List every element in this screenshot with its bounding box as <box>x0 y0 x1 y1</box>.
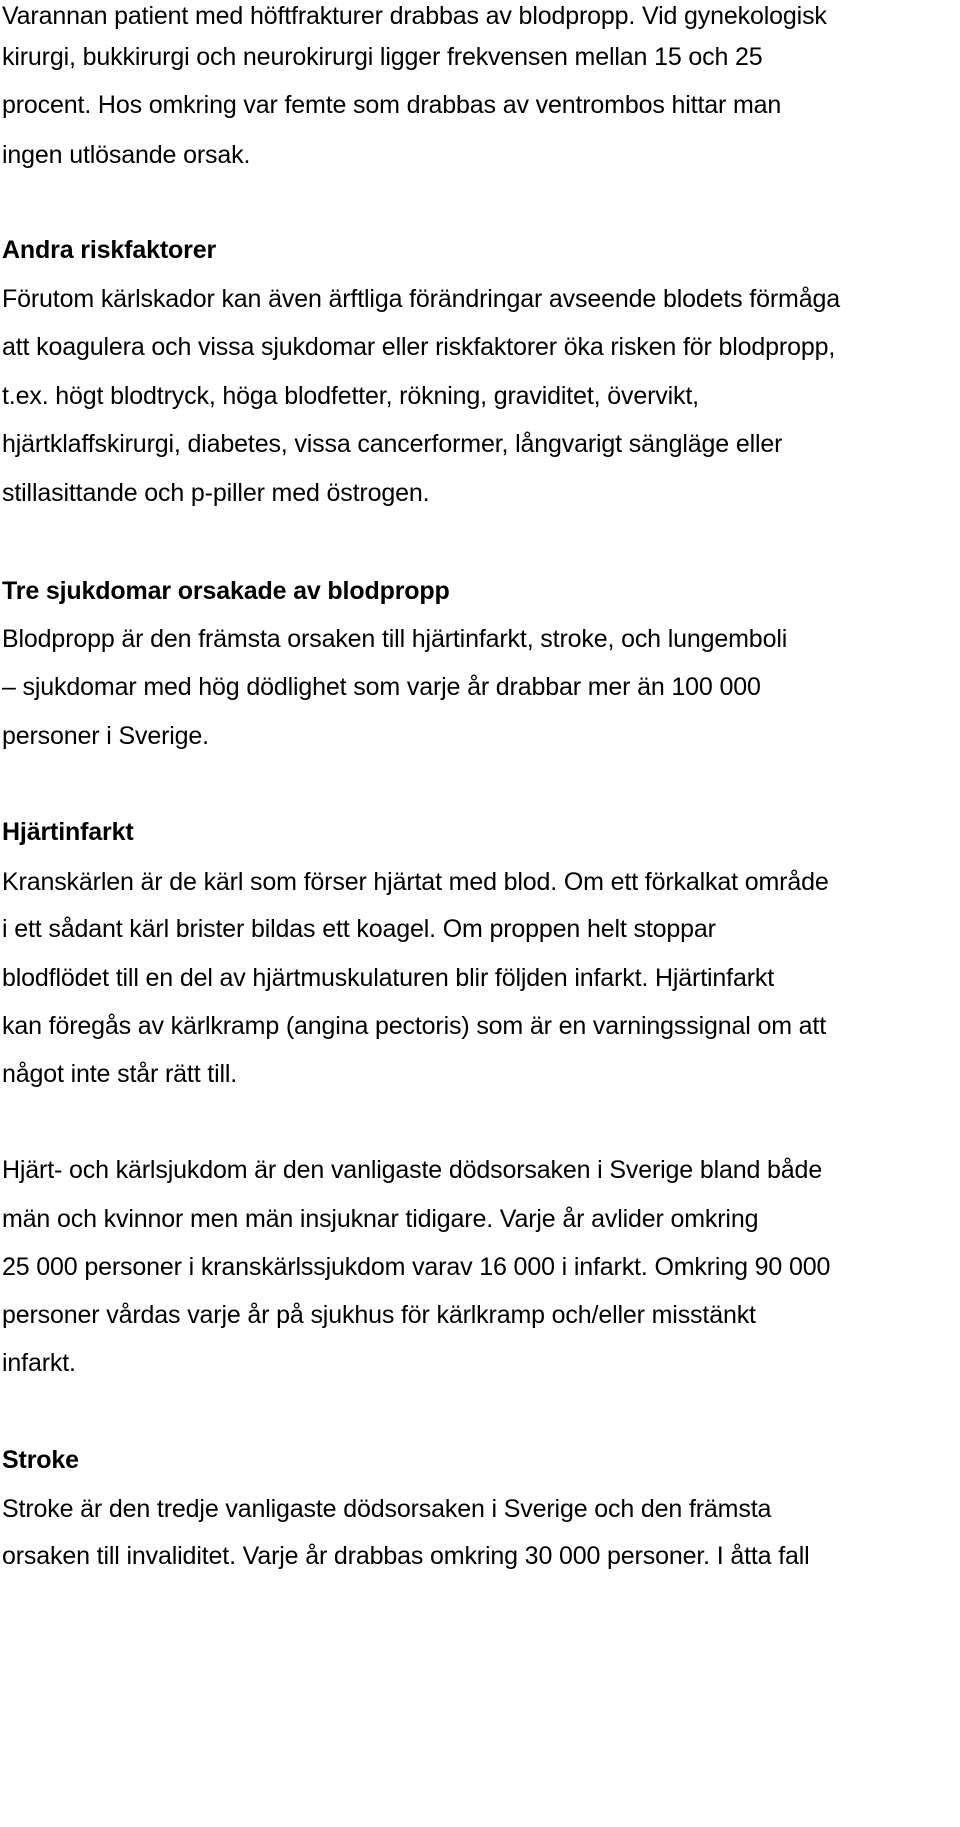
hjart-p2-line-1: Hjärt- och kärlsjukdom är den vanligaste dödsorsaken i Sverige bland både <box>2 1156 823 1184</box>
tre-line-2: – sjukdomar med hög dödlighet som varje år drabbar mer än 100 000 <box>2 673 761 701</box>
intro-line-1: Varannan patient med höftfrakturer drabbas av blodpropp. Vid gynekologisk <box>2 2 827 30</box>
hjart-line-3: blodflödet till en del av hjärtmuskulaturen blir följden infarkt. Hjärtinfarkt <box>2 964 775 992</box>
section-heading-hjartinfarkt: Hjärtinfarkt <box>2 818 134 846</box>
section-heading-tre-sjukdomar: Tre sjukdomar orsakade av blodpropp <box>2 577 450 605</box>
intro-line-2: kirurgi, bukkirurgi och neurokirurgi ligger frekvensen mellan 15 och 25 <box>2 43 763 71</box>
hjart-line-4: kan föregås av kärlkramp (angina pectoris) som är en varningssignal om att <box>2 1012 827 1040</box>
section-heading-stroke: Stroke <box>2 1446 79 1474</box>
hjart-p2-line-4: personer vårdas varje år på sjukhus för kärlkramp och/eller misstänkt <box>2 1301 756 1329</box>
tre-line-3: personer i Sverige. <box>2 722 209 750</box>
section-heading-andra-riskfaktorer: Andra riskfaktorer <box>2 236 217 264</box>
stroke-line-2: orsaken till invaliditet. Varje år drabbas omkring 30 000 personer. I åtta fall <box>2 1542 810 1570</box>
hjart-line-2: i ett sådant kärl brister bildas ett koagel. Om proppen helt stoppar <box>2 915 716 943</box>
hjart-line-1: Kranskärlen är de kärl som förser hjärtat med blod. Om ett förkalkat område <box>2 868 829 896</box>
risk-line-1: Förutom kärlskador kan även ärftliga förändringar avseende blodets förmåga <box>2 285 840 313</box>
tre-line-1: Blodpropp är den främsta orsaken till hjärtinfarkt, stroke, och lungemboli <box>2 625 788 653</box>
hjart-line-5: något inte står rätt till. <box>2 1060 238 1088</box>
risk-line-2: att koagulera och vissa sjukdomar eller riskfaktorer öka risken för blodpropp, <box>2 333 836 361</box>
stroke-line-1: Stroke är den tredje vanligaste dödsorsaken i Sverige och den främsta <box>2 1495 772 1523</box>
intro-line-3: procent. Hos omkring var femte som drabbas av ventrombos hittar man <box>2 91 782 119</box>
hjart-p2-line-3: 25 000 personer i kranskärlssjukdom varav 16 000 i infarkt. Omkring 90 000 <box>2 1253 831 1281</box>
intro-line-4: ingen utlösande orsak. <box>2 141 251 169</box>
hjart-p2-line-2: män och kvinnor men män insjuknar tidigare. Varje år avlider omkring <box>2 1205 759 1233</box>
risk-line-3: t.ex. högt blodtryck, höga blodfetter, rökning, graviditet, övervikt, <box>2 382 699 410</box>
risk-line-4: hjärtklaffskirurgi, diabetes, vissa cancerformer, långvarigt sängläge eller <box>2 430 783 458</box>
hjart-p2-line-5: infarkt. <box>2 1349 76 1377</box>
risk-line-5: stillasittande och p-piller med östrogen. <box>2 479 430 507</box>
